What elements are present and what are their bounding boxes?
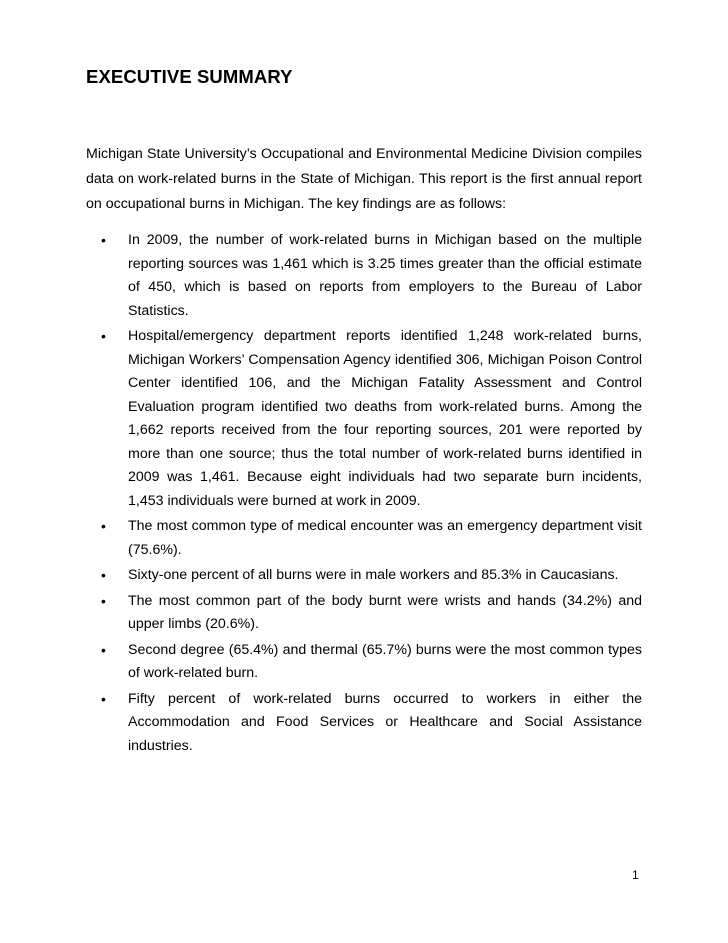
finding-text: The most common part of the body burnt were wrists and hands (34.2%) and upper limbs (20.6%). [128,592,642,632]
list-item [86,229,642,323]
list-item [86,564,642,588]
page-title: EXECUTIVE SUMMARY [86,66,293,87]
intro-paragraph: Michigan State University’s Occupational and Environmental Medicine Division compiles data on work-related burns in the State of Michigan. This report is the first annual report on occupational burns in Michigan. The key findings are as follows: [86,146,642,212]
list-item [86,688,642,759]
key-findings-list [86,229,642,760]
page-number: 1 [632,868,639,882]
list-item [86,590,642,637]
bullet-icon: • [101,232,106,248]
bullet-icon: • [101,690,106,707]
list-item [86,515,642,562]
bullet-icon: • [101,518,106,534]
list-item [86,325,642,513]
finding-text: Fifty percent of work-related burns occurred to workers in either the Accommodation and Food Services or Healthcare and Social Assistance industries. [128,690,642,754]
bullet-icon: • [101,567,106,583]
finding-text: Second degree (65.4%) and thermal (65.7%) burns were the most common types of work-related burn. [128,641,642,681]
list-item [86,639,642,686]
bullet-icon: • [101,641,106,658]
finding-text: Sixty-one percent of all burns were in male workers and 85.3% in Caucasians. [128,567,619,583]
finding-text: The most common type of medical encounter was an emergency department visit (75.6%). [128,518,642,558]
bullet-icon: • [101,328,106,344]
bullet-icon: • [101,592,106,609]
finding-text: Hospital/emergency department reports identified 1,248 work-related burns, Michigan Workers’ Compensation Agency identified 306, Michigan Poison Control Center identified 106, and the Michigan Fatality Assessment and Control Evaluation program identified two deaths from work-related burns. Among the 1,662 reports received from the four reporting sources, 201 were reported by more than one source; thus the total number of work-related burns identified in 2009 was 1,461. Because eight individuals had two separate burn incidents, 1,453 individuals were burned at work in 2009. [128,328,642,509]
finding-text: In 2009, the number of work-related burns in Michigan based on the multiple reporting sources was 1,461 which is 3.25 times greater than the official estimate of 450, which is based on reports from employers to the Bureau of Labor Statistics. [128,232,642,319]
